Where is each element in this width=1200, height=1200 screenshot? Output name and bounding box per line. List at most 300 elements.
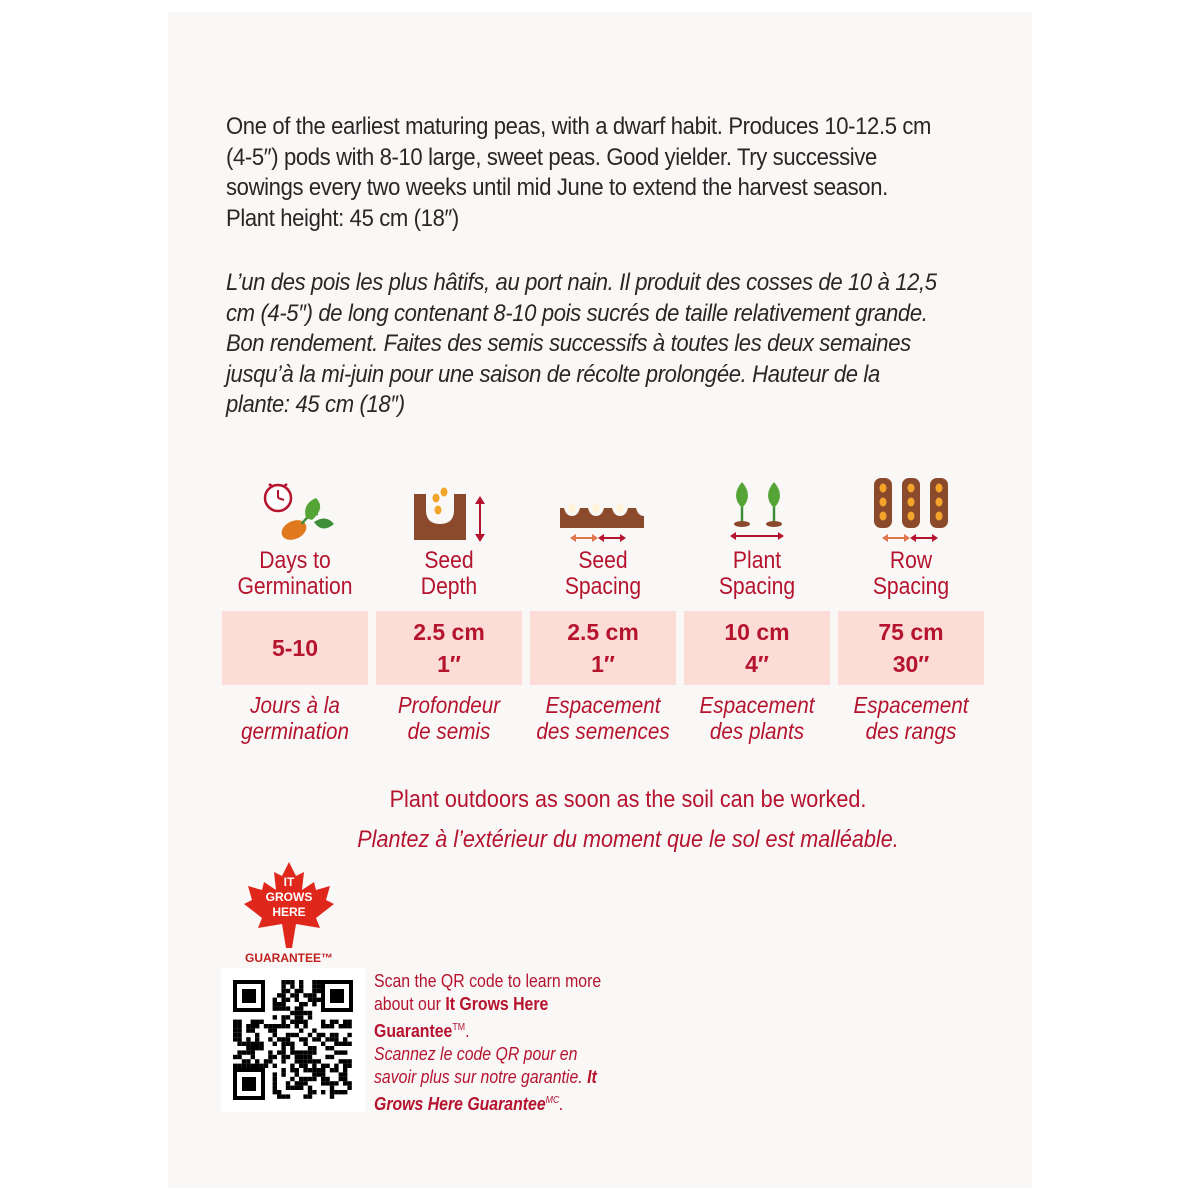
qr-module [242,1050,246,1054]
qr-module [273,1033,277,1037]
qr-module [277,993,281,997]
row-spacing-label: Row Spacing [872,547,950,600]
qr-module [295,1006,299,1010]
qr-module [242,1064,246,1068]
qr-module [312,1090,316,1094]
qr-module [295,1015,299,1019]
qr-module [255,1037,259,1041]
qr-module [281,1068,285,1072]
qr-module [273,1055,277,1059]
qr-module [255,1020,259,1024]
qr-module [273,1077,277,1081]
seed-depth-value: 2.5 cm 1″ [376,611,522,685]
qr-module [308,1086,312,1090]
qr-module [290,1011,294,1015]
qr-module [299,1028,303,1032]
qr-module [339,1024,343,1028]
qr-module [237,1028,241,1032]
qr-module [268,1024,272,1028]
qr-module [325,1077,329,1081]
qr-module [273,1006,277,1010]
qr-module [268,1050,272,1054]
qr-module [317,1059,321,1063]
qr-module [268,1059,272,1063]
seed-depth-label-fr: Profondeur de semis [397,692,501,744]
seed-spacing-label-fr: Espacement des semences [536,692,670,744]
qr-module [281,1015,285,1019]
qr-module [255,1059,259,1063]
qr-module [303,993,307,997]
qr-module [334,1037,338,1041]
qr-module [343,1068,347,1072]
qr-module [303,1020,307,1024]
qr-module [237,1033,241,1037]
qr-module [317,1068,321,1072]
qr-module [312,993,316,997]
qr-caption: Scan the QR code to learn more about our It Grows Here Guarantee™. Scannez le code QR pour en savoir plus sur notre garantie. It Grows Here Guarantee$^{MC}$. [374,971,602,1114]
qr-module [246,1024,250,1028]
qr-module [246,1042,250,1046]
qr-module [273,1086,277,1090]
qr-module [255,1024,259,1028]
qr-module [286,1055,290,1059]
qr-module [273,1090,277,1094]
qr-module [286,1033,290,1037]
qr-module [273,1072,277,1076]
qr-module [233,1024,237,1028]
qr-module [251,1024,255,1028]
seed-depth-icon [376,478,522,544]
qr-module [308,1090,312,1094]
qr-module [281,993,285,997]
qr-module [325,1037,329,1041]
qr-module [295,1020,299,1024]
description-english: One of the earliest maturing peas, with a dwarf habit. Produces 10-12.5 cm (4-5″) pods with 8-10 large, sweet peas. Good yielder. Try successive sowings every two weeks until mid June to extend the harvest season. Plant height: 45 cm (18″) [226,113,932,232]
qr-module [334,1020,338,1024]
qr-module [321,1033,325,1037]
qr-module [264,1064,268,1068]
qr-module [317,984,321,988]
qr-module [277,1090,281,1094]
growing-info-grid [222,478,985,748]
qr-module [308,1033,312,1037]
qr-code-image [221,968,365,1112]
qr-module [339,1077,343,1081]
qr-module [237,1020,241,1024]
clock-sprout-icon [222,478,368,544]
qr-module [295,1024,299,1028]
qr-module [308,998,312,1002]
qr-module [321,1090,325,1094]
qr-module [290,984,294,988]
qr-module [312,1050,316,1054]
qr-module [321,1081,325,1085]
qr-module [343,1020,347,1024]
qr-module [286,980,290,984]
qr-module [299,980,303,984]
qr-module [308,1046,312,1050]
qr-module [286,1086,290,1090]
qr-module [321,1077,325,1081]
qr-module [281,1037,285,1041]
qr-module [286,1042,290,1046]
qr-module [325,1046,329,1050]
qr-module [251,1028,255,1032]
qr-module [330,1046,334,1050]
qr-module [286,1037,290,1041]
qr-module [308,1059,312,1063]
qr-module [303,1002,307,1006]
qr-module [312,998,316,1002]
qr-module [303,1081,307,1085]
qr-module [321,1020,325,1024]
qr-module [255,1042,259,1046]
qr-module [303,1024,307,1028]
qr-module [321,1068,325,1072]
qr-module [321,1024,325,1028]
qr-module [295,1086,299,1090]
qr-module [246,1059,250,1063]
qr-module [273,1024,277,1028]
qr-module [233,1055,237,1059]
qr-module [273,998,277,1002]
qr-module [303,1068,307,1072]
qr-module [295,1081,299,1085]
qr-module [312,984,316,988]
qr-module [259,1020,263,1024]
qr-module [281,984,285,988]
qr-module [277,1006,281,1010]
svg-text:HERE: HERE [272,905,306,919]
qr-module [303,1050,307,1054]
qr-module [312,1028,316,1032]
qr-module [299,989,303,993]
qr-module [299,1020,303,1024]
qr-module [237,1064,241,1068]
qr-module [321,1042,325,1046]
qr-module [290,1033,294,1037]
qr-module [308,1094,312,1098]
qr-module [295,1033,299,1037]
qr-module [303,1037,307,1041]
plant-spacing-value: 10 cm 4″ [684,611,830,685]
qr-module [312,1064,316,1068]
qr-module [281,1072,285,1076]
qr-module [251,1046,255,1050]
qr-module [303,1059,307,1063]
qr-module [259,1064,263,1068]
qr-module [237,1037,241,1041]
qr-module [299,1059,303,1063]
qr-module [303,1077,307,1081]
qr-module [290,980,294,984]
qr-module [281,998,285,1002]
qr-module [281,989,285,993]
qr-module [233,1028,237,1032]
qr-module [343,1059,347,1063]
qr-module [303,1094,307,1098]
days-to-germination-value: 5-10 [222,611,368,685]
row-spacing-label-fr: Espacement des rangs [853,692,969,744]
qr-module [286,1015,290,1019]
plant-spacing-label-fr: Espacement des plants [699,692,815,744]
qr-module [281,1046,285,1050]
qr-module [286,989,290,993]
qr-module [334,1042,338,1046]
qr-module [273,1081,277,1085]
qr-module [343,1077,347,1081]
qr-module [299,1011,303,1015]
qr-module [295,1011,299,1015]
qr-module [317,1072,321,1076]
qr-module [308,1015,312,1019]
qr-module [295,1055,299,1059]
plant-spacing-label: Plant Spacing [718,547,796,600]
qr-module [281,1006,285,1010]
qr-module [321,1064,325,1068]
qr-module [312,980,316,984]
qr-module [308,1055,312,1059]
qr-module [295,993,299,997]
qr-module [281,980,285,984]
qr-module [246,1050,250,1054]
qr-module [237,1042,241,1046]
qr-module [299,1064,303,1068]
qr-module [273,1042,277,1046]
qr-module [334,1068,338,1072]
qr-module [312,1059,316,1063]
qr-module [347,1086,351,1090]
seed-depth-label: Seed Depth [420,547,478,600]
qr-module [325,1024,329,1028]
svg-text:GROWS: GROWS [265,890,313,904]
qr-module [242,1059,246,1063]
qr-module [330,1033,334,1037]
qr-module [303,1011,307,1015]
qr-module [281,1020,285,1024]
qr-module [330,1086,334,1090]
qr-module [343,1042,347,1046]
qr-module [237,1050,241,1054]
qr-module [312,1037,316,1041]
qr-module [334,1064,338,1068]
qr-module [251,1042,255,1046]
qr-module [286,1024,290,1028]
qr-module [334,1090,338,1094]
days-to-germination-label-fr: Jours à la germination [240,692,350,744]
plant-spacing-icon [684,478,830,544]
qr-module [339,1090,343,1094]
qr-module [321,1072,325,1076]
qr-module [317,998,321,1002]
qr-module [281,1042,285,1046]
qr-module [343,1090,347,1094]
qr-module [299,984,303,988]
qr-module [290,1046,294,1050]
qr-module [268,1028,272,1032]
row-spacing-value: 75 cm 30″ [838,611,984,685]
qr-module [325,1081,329,1085]
qr-module [308,1011,312,1015]
qr-module [334,1033,338,1037]
planting-note-english: Plant outdoors as soon as the soil can be worked. [389,786,867,813]
qr-module [290,1086,294,1090]
qr-module [281,1050,285,1054]
qr-module [343,1037,347,1041]
qr-module [343,1064,347,1068]
qr-module [233,1064,237,1068]
qr-module [317,980,321,984]
qr-module [281,1059,285,1063]
qr-module [308,1068,312,1072]
qr-module [295,998,299,1002]
qr-module [312,1072,316,1076]
qr-module [308,1077,312,1081]
qr-module [330,1094,334,1098]
qr-module [343,1050,347,1054]
qr-module [290,1068,294,1072]
qr-module [255,1046,259,1050]
qr-module [347,1024,351,1028]
qr-module [299,1055,303,1059]
qr-module [233,1020,237,1024]
qr-module [312,1002,316,1006]
qr-module [237,1055,241,1059]
qr-module [255,1064,259,1068]
row-spacing-icon [838,478,984,544]
qr-module [268,1055,272,1059]
qr-module [259,1046,263,1050]
qr-module [246,1064,250,1068]
qr-module [334,1081,338,1085]
qr-module [281,1024,285,1028]
qr-module [347,1081,351,1085]
qr-code[interactable] [221,968,365,1112]
qr-module [295,1068,299,1072]
qr-module [290,1077,294,1081]
qr-module [290,993,294,997]
qr-module [290,1064,294,1068]
qr-module [259,1042,263,1046]
qr-module [286,1094,290,1098]
qr-module [264,1024,268,1028]
qr-module [273,1028,277,1032]
qr-module [295,1059,299,1063]
qr-module [299,1002,303,1006]
seed-spacing-label: Seed Spacing [564,547,642,600]
qr-module [334,1050,338,1054]
qr-module [277,1024,281,1028]
qr-module [330,1024,334,1028]
qr-module [330,1081,334,1085]
qr-module [347,1064,351,1068]
qr-module [330,1055,334,1059]
description-french: L’un des pois les plus hâtifs, au port nain. Il produit des cosses de 10 à 12,5 cm (4-5″) de long contenant 8-10 pois sucrés de taille relativement grande. Bon rendement. Faites des semis successifs à toutes les deux semaines jusqu’à la mi-juin pour une saison de récolte prolongée. Hauteur de la plante: 45 cm (18″) [226,269,937,418]
qr-module [330,1020,334,1024]
qr-module [317,1037,321,1041]
qr-module [233,1037,237,1041]
qr-module [273,1064,277,1068]
it-grows-here-badge [230,860,348,970]
qr-module [286,1006,290,1010]
qr-module [277,1002,281,1006]
qr-module [273,1002,277,1006]
qr-module [277,1094,281,1098]
qr-module [290,1042,294,1046]
qr-module [290,1020,294,1024]
qr-module [339,1059,343,1063]
qr-module [281,1002,285,1006]
qr-module [237,1024,241,1028]
qr-module [330,1068,334,1072]
qr-module [343,1024,347,1028]
qr-module [242,1042,246,1046]
qr-module [339,1072,343,1076]
qr-module [277,1050,281,1054]
days-to-germination-label: Days to Germination [237,547,353,600]
qr-module [317,1033,321,1037]
qr-module [299,1050,303,1054]
qr-module [303,1064,307,1068]
qr-module [312,989,316,993]
qr-module [281,1055,285,1059]
qr-module [251,1064,255,1068]
qr-module [303,1042,307,1046]
qr-module [277,1037,281,1041]
qr-module [251,1055,255,1059]
qr-module [347,1042,351,1046]
qr-module [308,1050,312,1054]
qr-module [295,1050,299,1054]
qr-module [295,1072,299,1076]
planting-note-french: Plantez à l’extérieur du moment que le sol est malléable. [357,826,899,853]
qr-module [290,1050,294,1054]
qr-module [273,1015,277,1019]
qr-module [312,1068,316,1072]
qr-module [330,1090,334,1094]
qr-module [264,1059,268,1063]
qr-module [246,1046,250,1050]
qr-module [325,1055,329,1059]
qr-module [303,1055,307,1059]
qr-module [312,1046,316,1050]
qr-module [246,1028,250,1032]
qr-module [255,1033,259,1037]
qr-module [312,1077,316,1081]
qr-module [286,998,290,1002]
seed-spacing-icon [530,478,676,544]
qr-module [347,1059,351,1063]
qr-module [268,1037,272,1041]
svg-text:IT: IT [283,875,295,889]
qr-module [325,1064,329,1068]
qr-module [330,1037,334,1041]
qr-module [343,1081,347,1085]
qr-module [339,1042,343,1046]
qr-module [286,1081,290,1085]
qr-module [317,989,321,993]
qr-module [295,989,299,993]
qr-module [347,1020,351,1024]
qr-module [343,1072,347,1076]
seed-spacing-value: 2.5 cm 1″ [530,611,676,685]
qr-module [347,1033,351,1037]
qr-module [308,993,312,997]
qr-module [251,1050,255,1054]
qr-module [299,1086,303,1090]
qr-module [233,1033,237,1037]
qr-module [339,1050,343,1054]
